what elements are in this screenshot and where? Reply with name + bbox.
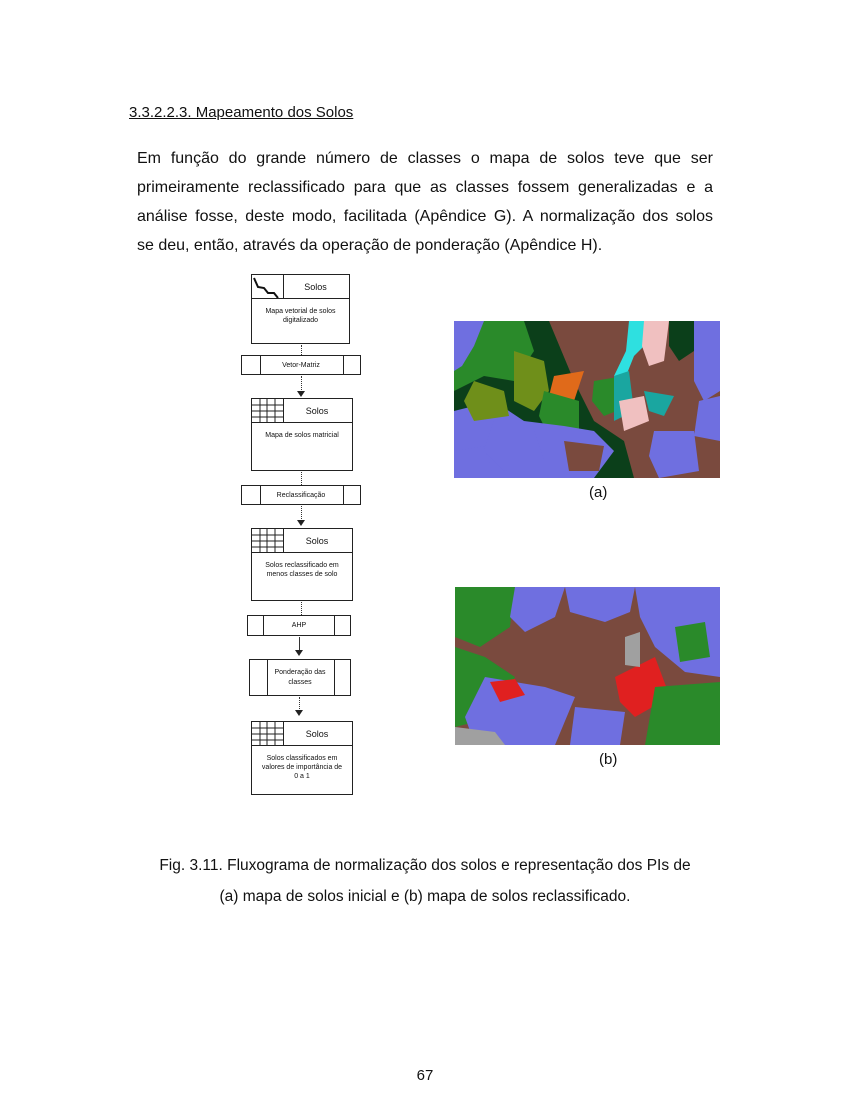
flow-box-desc: Mapa de solos matricial [265, 432, 339, 439]
flow-op-label: Vetor-Matriz [282, 361, 320, 369]
flow-op-label: Ponderação das classes [274, 668, 326, 686]
page-number: 67 [416, 1067, 434, 1084]
body-paragraph [137, 144, 713, 260]
figure-caption-line-2: (a) mapa de solos inicial e (b) mapa de solos reclassificado. [219, 888, 631, 905]
flow-box-reclassified-soil [251, 528, 353, 601]
flow-box-vector-soil [251, 274, 350, 344]
map-b-label: (b) [599, 751, 618, 768]
soil-map-initial [454, 321, 720, 478]
flow-box-raster-soil [251, 398, 353, 471]
arrow-down-icon [295, 650, 303, 656]
paragraph-line: Em função do grande número de classes o mapa de solos teve que ser [137, 150, 713, 167]
flow-box-title: Solos [252, 399, 352, 423]
flow-op-label: AHP [291, 622, 307, 629]
flow-op-ahp [247, 615, 351, 636]
figure-number: Fig. 3.11 [159, 857, 219, 874]
flow-box-desc: Solos reclassificado em menos classes de solo [265, 562, 339, 578]
flow-box-weighted-soil [251, 721, 353, 795]
soil-map-reclassified [455, 587, 720, 745]
flow-box-title: Solos [252, 275, 349, 299]
flow-box-desc: Solos classificados em valores de importância de 0 a 1 [261, 755, 343, 780]
paragraph-line: análise fosse, deste modo, facilitada (Apêndice G). A normalização dos solos [137, 208, 713, 225]
flow-op-reclassification [241, 485, 361, 505]
paragraph-line: primeiramente reclassificado para que as classes fossem generalizadas e a [137, 179, 713, 196]
flow-box-title: Solos [252, 529, 352, 553]
flow-box-title: Solos [252, 722, 352, 746]
arrow-down-icon [297, 391, 305, 397]
figure-caption-line-1 [100, 850, 750, 881]
figure-caption-text: . Fluxograma de normalização dos solos e representação dos PIs de [218, 857, 691, 874]
flow-box-desc: Mapa vetorial de solos digitalizado [265, 308, 336, 324]
arrow-down-icon [295, 710, 303, 716]
map-a-label: (a) [589, 484, 608, 501]
flow-op-label: Reclassificação [276, 491, 326, 499]
arrow-down-icon [297, 520, 305, 526]
flow-op-weighting [249, 659, 351, 696]
figure-caption [100, 850, 750, 912]
flow-op-vector-raster [241, 355, 361, 375]
section-heading: 3.3.2.2.3. Mapeamento dos Solos [129, 104, 354, 121]
paragraph-line: se deu, então, através da operação de ponderação (Apêndice H). [137, 237, 603, 254]
